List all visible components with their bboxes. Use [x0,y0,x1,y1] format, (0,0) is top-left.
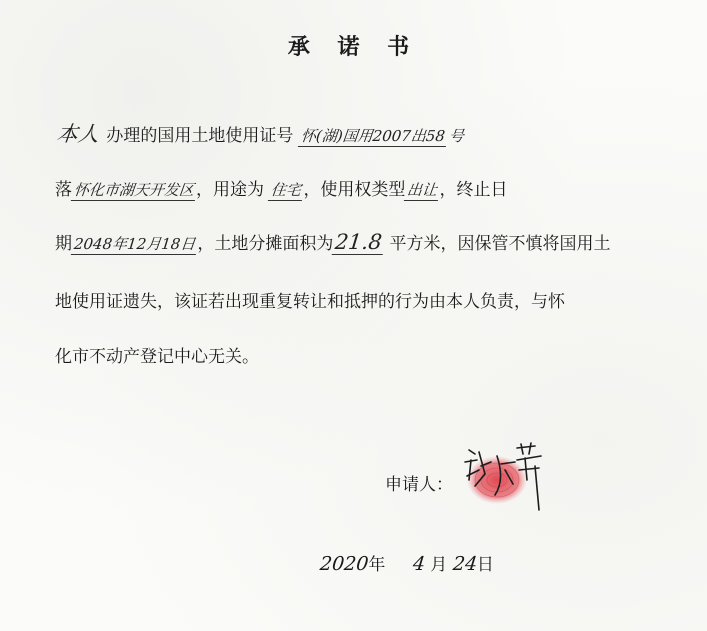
month-label: 月 [430,555,448,575]
day-label: 日 [476,555,494,575]
handwritten-month: 4 [411,553,427,575]
body-line-5: 化市不动产登记中心无关。 [55,347,259,367]
body-line-1 [55,118,466,148]
year-label: 年 [368,555,386,575]
body-line-4: 地使用证遗失，该证若出现重复转让和抵押的行为由本人负责，与怀 [55,292,565,312]
line3-text-2: ，土地分摊面积为 [197,234,334,254]
line3-text-1: 期 [55,234,72,254]
handwritten-day: 24 [451,553,479,575]
handwritten-year: 2020 [318,553,370,575]
line2-text-4: ，终止日 [439,180,508,200]
handwritten-location: 怀化市湖天开发区 [71,179,197,201]
handwritten-prefix: 本人 [55,122,101,146]
line2-text-2: ，用途为 [196,180,265,200]
line2-text-1: 落 [55,180,72,200]
line1-text: 办理的国用土地使用证号 [106,126,294,146]
line3-text-3: 平方米，因保管不慎将国用土 [389,234,611,254]
applicant-label: 申请人： [385,475,453,495]
handwritten-area: 21.8 [332,230,385,255]
handwritten-right-type: 出让 [404,179,440,201]
signature-with-fingerprint-seal [455,440,555,515]
handwritten-certificate-number: 怀(湖)国用2007出58 [298,125,448,147]
handwritten-end-date: 2048年12月18日 [71,233,199,255]
handwritten-number-suffix: 号 [447,127,465,145]
signing-date [320,550,494,575]
body-line-2 [55,175,507,201]
line2-text-3: ，使用权类型 [303,180,406,200]
handwritten-use: 住宅 [268,179,304,201]
body-line-3 [55,229,611,255]
document-title: 承 诺 书 [287,35,420,60]
